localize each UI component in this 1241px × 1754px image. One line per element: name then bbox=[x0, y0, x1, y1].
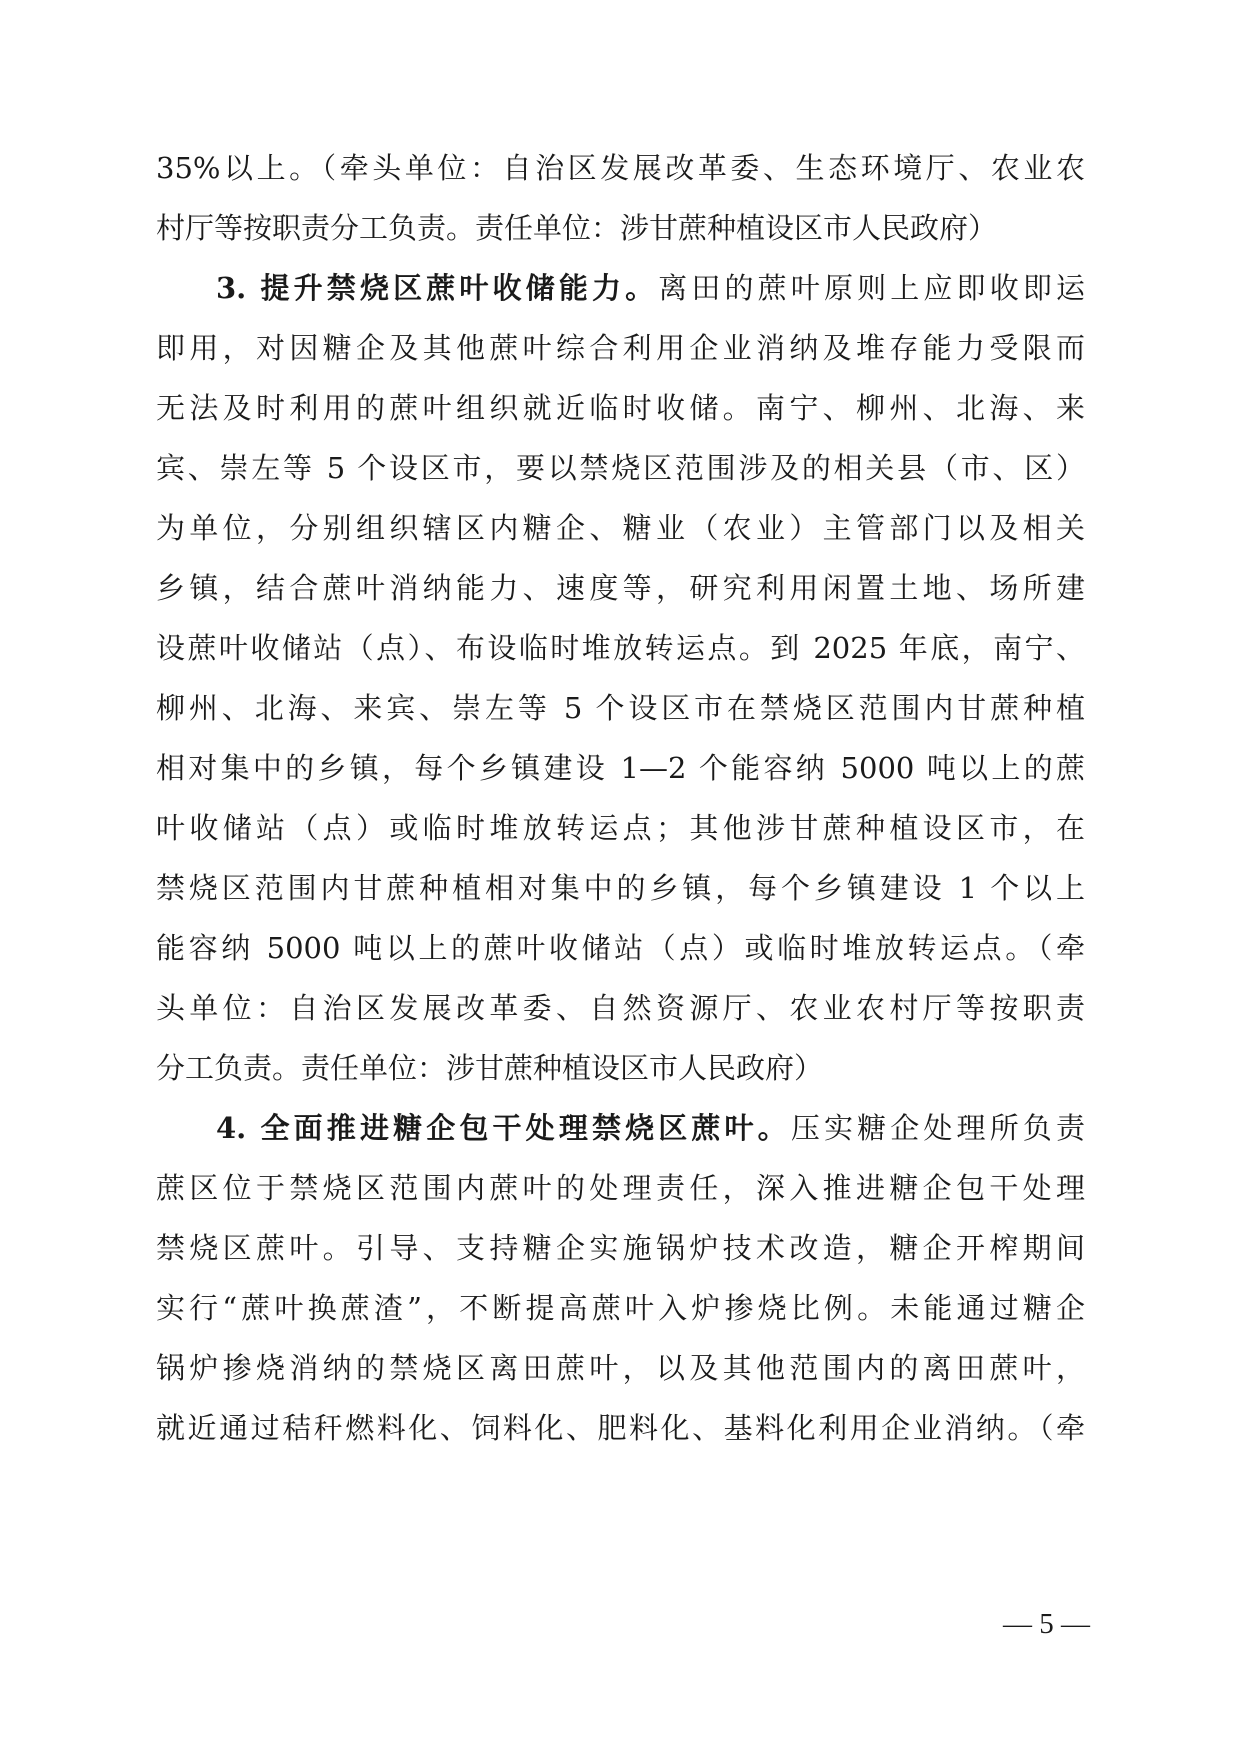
section-4-heading-line bbox=[216, 1098, 1085, 1158]
text-line: 相对集中的乡镇，每个乡镇建设 1—2 个能容纳 5000 吨以上的蔗 bbox=[156, 751, 1085, 785]
text-line: 无法及时利用的蔗叶组织就近临时收储。南宁、柳州、北海、来 bbox=[156, 391, 1085, 425]
section-4-heading: 4. 全面推进糖企包干处理禁烧区蔗叶。 bbox=[216, 1111, 791, 1145]
text-line: 就近通过秸秆燃料化、饲料化、肥料化、基料化利用企业消纳。（牵 bbox=[156, 1411, 1085, 1445]
text-line: 柳州、北海、来宾、崇左等 5 个设区市在禁烧区范围内甘蔗种植 bbox=[156, 691, 1085, 725]
text-line: 即用，对因糖企及其他蔗叶综合利用企业消纳及堆存能力受限而 bbox=[156, 331, 1085, 365]
text-line: 压实糖企处理所负责 bbox=[790, 1111, 1085, 1145]
text-line: 为单位，分别组织辖区内糖企、糖业（农业）主管部门以及相关 bbox=[156, 511, 1085, 545]
section-3-heading: 3. 提升禁烧区蔗叶收储能力。 bbox=[216, 271, 659, 305]
text-line: 头单位：自治区发展改革委、自然资源厅、农业农村厅等按职责 bbox=[156, 991, 1085, 1025]
text-line: 宾、崇左等 5 个设区市，要以禁烧区范围涉及的相关县（市、区） bbox=[156, 451, 1085, 485]
text-line: 实行“蔗叶换蔗渣”，不断提高蔗叶入炉掺烧比例。未能通过糖企 bbox=[156, 1291, 1085, 1325]
section-3-heading-line bbox=[216, 258, 1085, 318]
text-line: 乡镇，结合蔗叶消纳能力、速度等，研究利用闲置土地、场所建 bbox=[156, 571, 1085, 605]
text-line: 叶收储站（点）或临时堆放转运点；其他涉甘蔗种植设区市，在 bbox=[156, 811, 1085, 845]
text-line: 能容纳 5000 吨以上的蔗叶收储站（点）或临时堆放转运点。（牵 bbox=[156, 931, 1085, 965]
text-line: 分工负责。责任单位：涉甘蔗种植设区市人民政府） bbox=[156, 1051, 824, 1085]
text-line: 禁烧区蔗叶。引导、支持糖企实施锅炉技术改造，糖企开榨期间 bbox=[156, 1231, 1085, 1265]
text-line: 设蔗叶收储站（点）、布设临时堆放转运点。到 2025 年底，南宁、 bbox=[156, 631, 1085, 665]
text-line: 锅炉掺烧消纳的禁烧区离田蔗叶，以及其他范围内的离田蔗叶， bbox=[156, 1351, 1085, 1385]
text-line: 离田的蔗叶原则上应即收即运 bbox=[658, 271, 1085, 305]
text-line: 禁烧区范围内甘蔗种植相对集中的乡镇，每个乡镇建设 1 个以上 bbox=[156, 871, 1085, 905]
text-line: 蔗区位于禁烧区范围内蔗叶的处理责任，深入推进糖企包干处理 bbox=[156, 1171, 1085, 1205]
text-line: 村厅等按职责分工负责。责任单位：涉甘蔗种植设区市人民政府） bbox=[156, 211, 998, 245]
text-line: 35%以上。（牵头单位：自治区发展改革委、生态环境厅、农业农 bbox=[156, 151, 1085, 185]
page-number: — 5 — bbox=[1003, 1608, 1090, 1640]
